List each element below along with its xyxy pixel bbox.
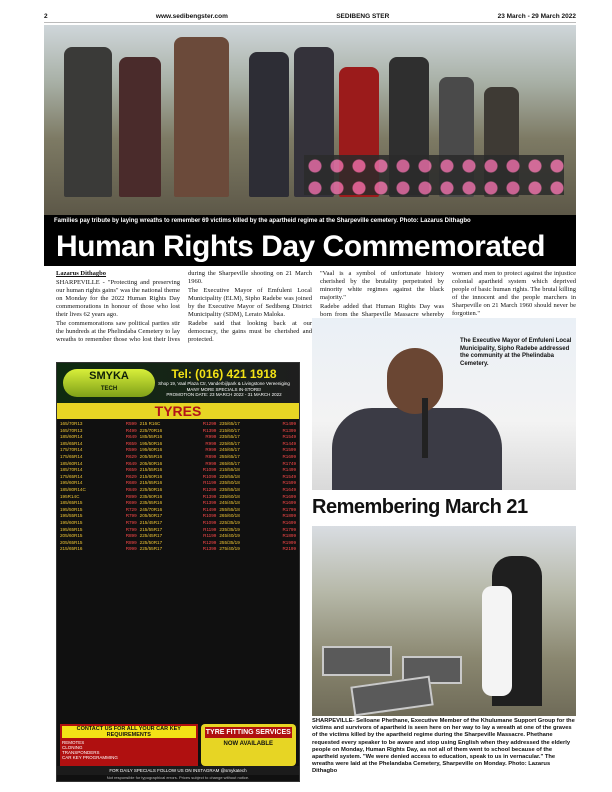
tyre-row — [60, 500, 137, 507]
sub-headline: Remembering March 21 — [312, 496, 528, 518]
tyre-size: 275/40/19 — [219, 546, 240, 552]
promo-dates: PROMOTION DATE: 23 MARCH 2022 - 31 MARCH 2022 — [166, 392, 282, 398]
tyre-size: 225/65/17 — [219, 440, 240, 446]
tyre-row — [219, 527, 296, 534]
tyre-price-list — [57, 419, 299, 724]
tyre-price: R659 — [125, 440, 137, 446]
tyre-price: R699 — [125, 500, 137, 506]
tyre-price: R899 — [125, 539, 137, 545]
tyre-row — [140, 500, 217, 507]
car-key-title: CONTACT US FOR ALL YOUR CAR KEY REQUIREMENTS — [62, 726, 196, 738]
tyre-row — [219, 513, 296, 520]
tyres-title: TYRES — [57, 403, 299, 419]
website[interactable]: www.sedibengster.com — [155, 13, 228, 20]
tyre-row — [140, 434, 217, 441]
tyre-size: 255/35/19 — [219, 539, 240, 545]
tyre-row — [140, 540, 217, 547]
tyre-price: R629 — [125, 473, 137, 479]
tyre-column — [219, 421, 296, 722]
tyre-row — [60, 447, 137, 454]
tyre-price: R599 — [125, 447, 137, 453]
tyre-row — [140, 487, 217, 494]
tyre-price: R1799 — [282, 506, 297, 512]
tyre-price: R689 — [125, 480, 137, 486]
tyre-price: R1199 — [203, 480, 217, 486]
tyre-size: 185/80R14C — [60, 486, 86, 492]
paragraph: The Executive Mayor of Emfuleni Local Municipality (ELM), Sipho Radebe was joined by the Executive Mayor of Sedibeng District Municipality (SDM), Lerato Maloka. — [188, 287, 312, 318]
tyre-row — [219, 480, 296, 487]
tyre-size: 195/60R15 — [60, 519, 83, 525]
tyre-size: 185/55R16 — [139, 434, 163, 440]
tyre-row — [140, 461, 217, 468]
car-key-line: CAR KEY PROGRAMMING — [62, 755, 118, 760]
tyre-row — [140, 546, 217, 553]
fitting-title: TYRE FITTING SERVICES — [205, 729, 291, 736]
tyre-price: R999 — [125, 546, 137, 552]
paragraph: Radebe said that looking back at our democracy, the gains must be cherished and protected. — [188, 320, 312, 343]
tyre-price: R499 — [125, 427, 137, 433]
tyre-row — [140, 474, 217, 481]
tyre-size: 255/55/18 — [219, 506, 240, 512]
cemetery-photo — [312, 526, 576, 716]
tyre-row — [140, 494, 217, 501]
tyre-row — [60, 421, 137, 428]
tyre-size: 255/65/17 — [219, 453, 240, 459]
tyre-size: 225/55/18 — [219, 473, 240, 479]
tyre-price: R1899 — [282, 533, 297, 539]
tyre-row — [219, 441, 296, 448]
tyre-row — [60, 540, 137, 547]
tyre-row — [219, 546, 296, 553]
tyre-size: 245/40/19 — [219, 533, 240, 539]
tyre-price: R1549 — [282, 473, 297, 479]
tyre-row — [60, 533, 137, 540]
tyre-row — [140, 533, 217, 540]
paper-name: SEDIBENG STER — [336, 13, 390, 20]
tyre-row — [219, 467, 296, 474]
tyre-price: R999 — [205, 434, 217, 440]
tyre-size: 195/60R16 — [139, 447, 163, 453]
paragraph: The commemorations saw political parties stir the hundreds at the Phelindaba Cemetery to lay wreaths to remember those who lost their lives during the Sharpeville shooting on 21 March 1960. — [56, 270, 312, 343]
tyre-row — [140, 513, 217, 520]
tyre-size: 225/50R17 — [139, 539, 163, 545]
advert-header — [57, 363, 299, 403]
tyre-size: 195R14C — [60, 493, 80, 499]
tyre-price: R1749 — [282, 460, 297, 466]
tyre-price: R799 — [125, 519, 137, 525]
tyre-size: 195/65R15 — [60, 526, 83, 532]
tyre-column — [140, 421, 217, 722]
tyre-price: R799 — [125, 526, 137, 532]
car-key-line: REMOTES — [62, 740, 85, 745]
tyre-price: R649 — [125, 460, 137, 466]
tyre-size: 235/60R16 — [139, 493, 163, 499]
tyre-size: 215/55R17 — [139, 526, 163, 532]
tyre-row — [60, 520, 137, 527]
tyre-price: R649 — [125, 434, 137, 440]
tyre-price: R1399 — [202, 546, 217, 552]
tyre-size: 205/55R16 — [139, 453, 163, 459]
tyre-price: R1499 — [202, 506, 217, 512]
tyre-row — [219, 454, 296, 461]
tyre-size: 245/65/17 — [219, 447, 240, 453]
tyre-price: R1299 — [202, 539, 217, 545]
tyre-size: 235/35/19 — [219, 526, 240, 532]
tyre-size: 265/65/17 — [219, 460, 240, 466]
main-headline: Human Rights Day Commemorated — [44, 228, 576, 266]
fitting-sub: NOW AVAILABLE — [223, 741, 274, 747]
tyre-price: R1299 — [202, 486, 217, 492]
tyre-price: R1199 — [203, 533, 217, 539]
tyre-price: R1099 — [202, 513, 217, 519]
tyre-price: R1999 — [282, 539, 297, 545]
tyre-size: 245/45/18 — [219, 500, 240, 506]
tyre-size: 235/65/17 — [219, 421, 240, 426]
tyre-price: R799 — [125, 513, 137, 519]
tyre-size: 215/45R17 — [139, 519, 163, 525]
instagram-footer[interactable]: FOR DAILY SPECIALS FOLLOW US ON INSTAGRAM @smykatech — [57, 766, 299, 775]
tyre-price: R1549 — [282, 434, 297, 440]
tyre-row — [60, 487, 137, 494]
page-header — [44, 13, 576, 23]
tyre-row — [140, 467, 217, 474]
tyre-price: R1699 — [282, 500, 297, 506]
tyre-size: 215/65R16 — [139, 480, 163, 486]
tyre-price: R1399 — [282, 427, 297, 433]
tyre-row — [219, 474, 296, 481]
tyre-row — [219, 487, 296, 494]
tyre-size: 185/60R14 — [60, 434, 83, 440]
tyre-row — [140, 527, 217, 534]
tyre-size: 205/50R17 — [139, 513, 163, 519]
tyre-price: R1799 — [282, 526, 297, 532]
tyre-price: R899 — [125, 533, 137, 539]
tyre-size: 235/65R16 — [139, 500, 163, 506]
tyre-row — [60, 428, 137, 435]
tyre-size: 225/50R16 — [139, 486, 163, 492]
tyre-price: R999 — [205, 460, 217, 466]
tyre-row — [60, 513, 137, 520]
tyre-row — [219, 428, 296, 435]
tyre-size: 225/45R17 — [139, 533, 163, 539]
tyre-size: 205/65R15 — [60, 539, 83, 545]
tyre-price: R1599 — [282, 480, 297, 486]
specials-label: MANY MORE SPECIALS IN-STORE! — [186, 386, 262, 392]
tyre-size: 265/60/18 — [219, 513, 240, 519]
tyre-size: 175/70R14 — [60, 447, 83, 453]
tyre-price: R2199 — [282, 546, 297, 552]
tyre-price: R1899 — [282, 513, 297, 519]
tyre-row — [60, 546, 137, 553]
tyre-price: R999 — [205, 447, 217, 453]
tyre-row — [140, 520, 217, 527]
tyre-row — [60, 461, 137, 468]
tyre-row — [219, 434, 296, 441]
tyre-price: R1599 — [282, 447, 297, 453]
paragraph: SHARPEVILLE - "Protecting and preserving our human rights gains" was the national theme on Monday for the 2022 Human Rights Day commemorations in honour of those who lost their lives 62 years ago. — [56, 279, 180, 318]
tyre-row — [60, 494, 137, 501]
tyre-size: 175/65R14 — [60, 453, 83, 459]
tyre-price: R1699 — [282, 453, 297, 459]
tyre-size: 245/70R16 — [139, 506, 163, 512]
tyre-price: R1499 — [282, 467, 297, 473]
tyre-price: R1399 — [202, 500, 217, 506]
tyre-row — [140, 428, 217, 435]
page-number: 2 — [44, 13, 48, 20]
tyre-price: R1399 — [202, 493, 217, 499]
tyre-size: 225/70R16 — [139, 427, 163, 433]
tyre-size: 215 R16C — [139, 421, 161, 426]
tyre-price: R659 — [125, 467, 137, 473]
tyre-row — [140, 447, 217, 454]
tyre-size: 185/60R14 — [60, 460, 83, 466]
tyre-size: 225/35/19 — [219, 519, 240, 525]
tyre-fitting-box — [201, 724, 296, 766]
byline: Lazarus Dithagbo — [56, 270, 107, 277]
mayor-photo-caption: The Executive Mayor of Emfuleni Local Municipality, Sipho Radebe addressed the community at the Phelindaba Cemetery. — [460, 338, 572, 367]
tyre-row — [219, 507, 296, 514]
tyre-price: R1699 — [282, 493, 297, 499]
tyre-size: 235/60/18 — [219, 493, 240, 499]
tyre-price: R629 — [125, 453, 137, 459]
tyre-size: 215/65R16 — [60, 546, 83, 552]
tyre-size: 205/60R16 — [139, 460, 163, 466]
tyre-row — [219, 494, 296, 501]
phone-number[interactable]: Tel: (016) 421 1918 — [171, 367, 277, 382]
tyre-row — [140, 454, 217, 461]
tyre-size: 175/65R14 — [60, 473, 83, 479]
tyre-row — [219, 421, 296, 428]
tyre-row — [60, 474, 137, 481]
disclaimer: Not responsible for typographical errors. Prices subject to change without notice. — [106, 775, 250, 780]
tyre-size: 165/70R13 — [60, 427, 83, 433]
tyre-row — [219, 533, 296, 540]
top-photo-caption: Families pay tribute by laying wreaths to remember 69 victims killed by the apartheid regime at the Sharpeville cemetery. Photo: Lazarus Dithagbo — [44, 215, 576, 228]
tyre-row — [219, 520, 296, 527]
tyre-price: R1449 — [282, 440, 297, 446]
tyre-row — [60, 441, 137, 448]
tyre-size: 235/50/18 — [219, 480, 240, 486]
tyre-size: 195/60R14 — [60, 480, 83, 486]
tyre-row — [219, 447, 296, 454]
brand-logo: SMYKA TECH — [63, 369, 155, 397]
tyre-size: 165/70R13 — [60, 421, 83, 426]
tyre-price: R1499 — [282, 421, 297, 426]
tyre-row — [140, 421, 217, 428]
tyre-price: R1699 — [282, 519, 297, 525]
tyre-size: 195/50R15 — [60, 506, 83, 512]
tyre-size: 215/55/18 — [219, 467, 240, 473]
tyre-price: R1649 — [282, 486, 297, 492]
tyre-row — [219, 500, 296, 507]
tyre-price: R899 — [205, 453, 217, 459]
tyre-row — [60, 454, 137, 461]
tyre-size: 205/60R15 — [60, 533, 83, 539]
tyre-row — [140, 480, 217, 487]
tyre-size: 235/55/17 — [219, 434, 240, 440]
tyre-row — [60, 507, 137, 514]
tyre-price: R1099 — [202, 467, 217, 473]
tyre-row — [140, 507, 217, 514]
paragraph: Radebe added that Human Rights Day was born from the Sharpeville Massacre whereby women and men to protect against the injustice colonial apartheid system which deprived people of basic human rights. The brutal killing of the innocent and the people marchers in Sharpeville on 21 March 1960 should never be forgotten." — [320, 270, 576, 318]
tyre-price: R1099 — [202, 473, 217, 479]
tyre-size: 215/60R16 — [139, 473, 163, 479]
tyre-row — [219, 461, 296, 468]
tyre-row — [219, 540, 296, 547]
tyre-price: R1199 — [203, 526, 217, 532]
tyre-price: R1299 — [202, 421, 217, 426]
cemetery-caption: SHARPEVILLE- Selloane Phethane, Executive Member of the Khulumane Support Group for the victims and survivors of apartheid is seen here on her way to lay a wreath at one of the graves of the victims killed by the apartheid regime during the Sharpeville Massacre. Phethane requested every speaker to be aware and stop using English when they addressed the elderly people on Monday, Human Rights Day, as not all of them went to school because of the apartheid system. "We were denied access to education, speak to us in vernacular." The wreaths were laid at the Phelandaba Cemetery, Sharpeville on Monday. Photo: Lazarus Dithagbo — [312, 718, 575, 775]
issue-dates: 23 March - 29 March 2022 — [497, 13, 576, 20]
tyre-price: R999 — [205, 440, 217, 446]
smyka-tech-advert[interactable] — [56, 362, 300, 782]
tyre-size: 195/55R15 — [60, 513, 83, 519]
wreath-laying-photo — [44, 25, 576, 215]
tyre-price: R1099 — [202, 519, 217, 525]
tyre-row — [60, 480, 137, 487]
tyre-size: 185/65R15 — [60, 500, 83, 506]
tyre-size: 225/55R17 — [139, 546, 163, 552]
tyre-size: 215/60/17 — [219, 427, 240, 433]
tyre-price: R599 — [125, 421, 137, 426]
tyre-row — [60, 467, 137, 474]
car-key-box — [60, 724, 198, 766]
store-address: Shop 19, Vaal Plaza Ctr, Vanderbijlpark & Livingstone Vereeniging — [158, 381, 290, 387]
tyre-size: 195/50R16 — [139, 440, 163, 446]
car-key-line: CLONING — [62, 745, 83, 750]
tyre-row — [60, 527, 137, 534]
car-key-line: TRANSPONDERS — [62, 750, 100, 755]
tyre-price: R729 — [125, 506, 137, 512]
tyre-row — [60, 434, 137, 441]
tyre-column — [60, 421, 137, 722]
tyre-price: R1399 — [202, 427, 217, 433]
tyre-size: 215/55R16 — [139, 467, 163, 473]
tyre-row — [140, 441, 217, 448]
tyre-price: R849 — [125, 486, 137, 492]
paragraph: "Vaal is a symbol of unfortunate history cherished by the brutality perpetrated by minority white regimes against the black majority." — [320, 270, 444, 301]
tyre-size: 185/70R14 — [60, 467, 83, 473]
tyre-size: 235/55/18 — [219, 486, 240, 492]
tyre-price: R899 — [125, 493, 137, 499]
tyre-size: 185/65R14 — [60, 440, 83, 446]
